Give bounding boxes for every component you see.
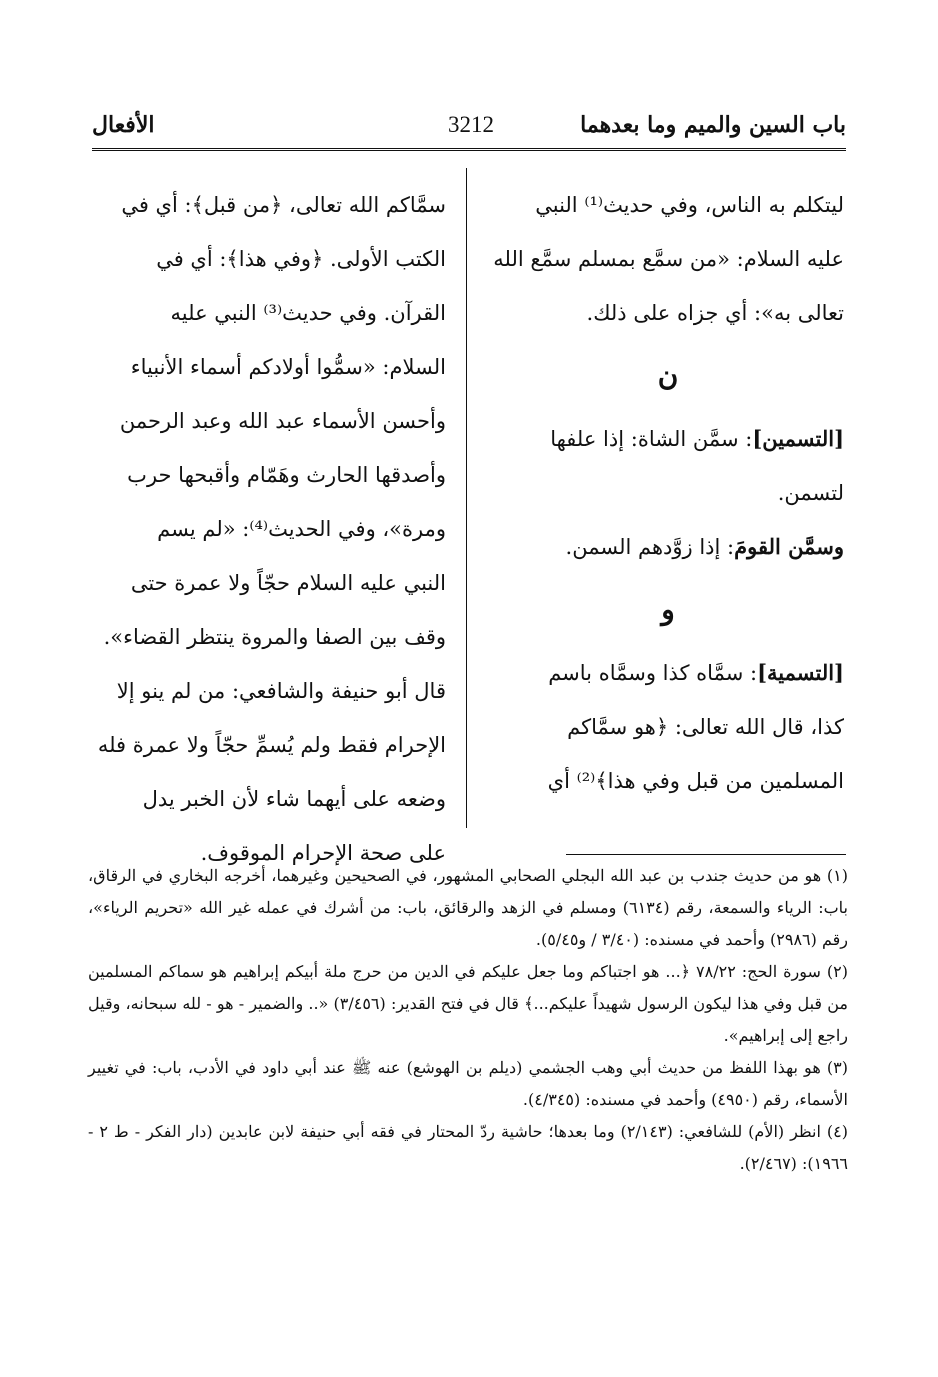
text-line: وضعه على أيهما شاء لأن الخبر يدل <box>142 787 446 811</box>
text-line: عليه السلام: «من سمَّع بمسلم سمَّع الله <box>493 247 844 271</box>
entry-definition: : سمَّن الشاة: إذا علفها <box>550 427 753 451</box>
entry-tasmeen <box>492 412 844 466</box>
text-line: لتسمن. <box>777 481 844 505</box>
text-line: السلام: «سمُّوا أولادكم أسماء الأنبياء <box>130 355 446 379</box>
entry-tasmiya <box>492 646 844 700</box>
entry-term: [التسمين] <box>752 426 844 451</box>
footnote: (٣) هو بهذا اللفظ من حديث أبي وهب الجشمي (ديلم بن الهوشع) عنه ﷺ عند أبي داود في الأدب، باب: في تغيير الأسماء، رقم (٤٩٥٠) وأحمد في مسنده: (٤/٣٤٥). <box>88 1058 849 1109</box>
text-line: الإحرام فقط ولم يُسمِّ حجّاً ولا عمرة فله <box>97 733 446 757</box>
text-line: قال أبو حنيفة والشافعي: من لم ينو إلا <box>116 679 446 703</box>
text-line: تعالى به»: أي جزاه على ذلك. <box>586 301 844 325</box>
page-number: 3212 <box>448 112 494 137</box>
entry-term: وسمَّن القومَ <box>734 534 844 559</box>
right-column <box>492 178 844 808</box>
text-line: الكتب الأولى. ﴿وفي هذا﴾: أي في <box>156 247 446 271</box>
letter-heading-nun: ن <box>657 359 679 392</box>
text-line: النبي عليه السلام حجّاً ولا عمرة حتى <box>130 571 446 595</box>
text-line: وأحسن الأسماء عبد الله وعبد الرحمن <box>119 409 446 433</box>
text-line: كذا، قال الله تعالى: ﴿هو سمَّاكم <box>567 715 844 739</box>
footnote-rule <box>566 854 846 855</box>
text-line: ليتكلم به الناس، وفي حديث⁽¹⁾ النبي <box>535 193 844 217</box>
entry-term: [التسمية] <box>757 660 844 685</box>
text-line: القرآن. وفي حديث⁽³⁾ النبي عليه <box>170 301 446 325</box>
text-line: المسلمين من قبل وفي هذا﴾⁽²⁾ أي <box>547 769 844 793</box>
footnotes <box>88 860 848 1180</box>
text-line: وأصدقها الحارث وهَمّام وأقبحها حرب <box>127 463 446 487</box>
letter-heading-waw: و <box>661 593 675 626</box>
text-line: وقف بين الصفا والمروة ينتظر القضاء». <box>103 625 446 649</box>
chapter-title: باب السين والميم وما بعدهما <box>580 112 846 138</box>
footnote: (٤) انظر (الأم) للشافعي: (٢/١٤٣) وما بعدها؛ حاشية ردّ المحتار في فقه أبي حنيفة لابن عابدين (دار الفكر - ط ٢ - ١٩٦٦): (٢/٤٦٧). <box>88 1122 848 1173</box>
entry-definition: : سمَّاه كذا وسمَّاه باسم <box>548 661 758 685</box>
text-line: سمَّاكم الله تعالى، ﴿من قبل﴾: أي في <box>121 193 446 217</box>
header-rule <box>92 148 846 153</box>
footnote: (١) هو من حديث جندب بن عبد الله البجلي الصحابي المشهور، في الصحيحين وغيرهما، أخرجه البخاري في الرقاق، باب: الرياء والسمعة، رقم (٦١٣٤) ومسلم في الزهد والرقائق، باب: من أشرك في عمله غير الله «تحريم الرياء»، رقم (٢٩٨٦) وأحمد في مسنده: (٣/٤٠ / و٥/٤٥). <box>88 866 849 949</box>
entry-sammana <box>492 520 844 574</box>
section-label: الأفعال <box>92 112 155 138</box>
footnote: (٢) سورة الحج: ٧٨/٢٢ ﴿... هو اجتباكم وما جعل عليكم في الدين من حرج ملة أبيكم إبراهيم هو سماكم المسلمين من قبل وفي هذا ليكون الرسول شهيداً عليكم...﴾ قال في فتح القدير: (٣/٤٥٦) «.. والضمير - هو - لله سبحانه، وقيل راجع إلى إبراهيم». <box>88 962 848 1045</box>
text-line: على صحة الإحرام الموقوف. <box>200 841 446 865</box>
column-divider <box>466 168 467 828</box>
left-column <box>92 178 446 880</box>
entry-definition: : إذا زوَّدهم السمن. <box>565 535 735 559</box>
text-line: ومرة»، وفي الحديث⁽⁴⁾: «لم يسم <box>157 517 446 541</box>
